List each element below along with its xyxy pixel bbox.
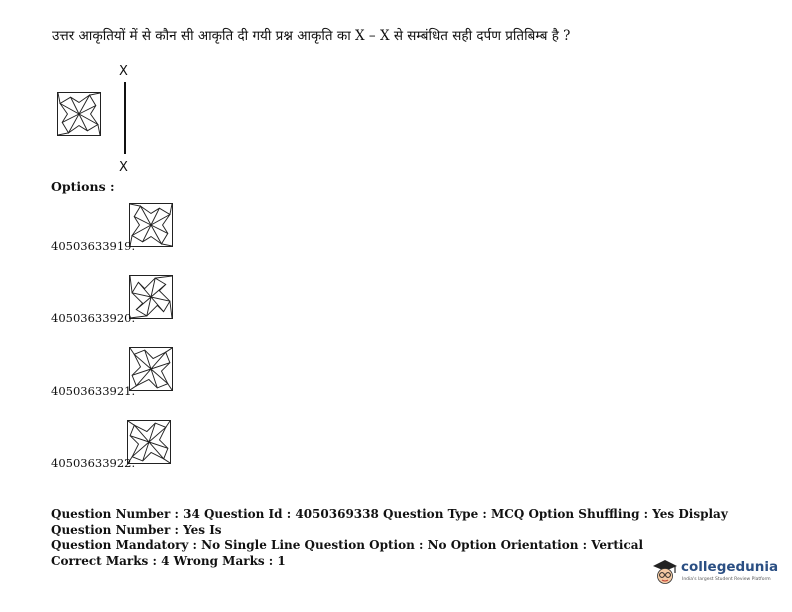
student-mascot-icon [651, 557, 679, 587]
metadata-line-2: Question Mandatory : No Single Line Question Option : No Option Orientation : Vertical [51, 538, 644, 552]
mirror-label-top: X [119, 64, 128, 79]
mirror-label-bottom: X [119, 160, 128, 175]
option-2-pattern [130, 276, 172, 318]
option-3-id: 40503633921. [51, 384, 136, 398]
logo-text: collegedunia [681, 559, 779, 575]
mirror-line [124, 82, 126, 154]
question-metadata [51, 507, 751, 569]
option-1-figure[interactable] [129, 203, 173, 247]
option-2-id: 40503633920. [51, 311, 136, 325]
option-3-figure[interactable] [129, 347, 173, 391]
options-label: Options : [51, 179, 115, 194]
metadata-line-3: Correct Marks : 4 Wrong Marks : 1 [51, 553, 286, 568]
logo-tagline: India's largest Student Review Platform [682, 577, 771, 582]
option-1-id: 40503633919. [51, 239, 136, 253]
collegedunia-logo [651, 555, 779, 589]
question-figure-pattern [58, 93, 100, 135]
option-1-pattern [130, 204, 172, 246]
metadata-line-1: Question Number : 34 Question Id : 4050369338 Question Type : MCQ Option Shuffling : Yes Display Question Number : Yes Is [51, 507, 728, 537]
question-figure [57, 92, 101, 136]
option-3-pattern [130, 348, 172, 390]
option-4-id: 40503633922. [51, 456, 136, 470]
question-text: उत्तर आकृतियों में से कौन सी आकृति दी गयी प्रश्न आकृति का X – X से सम्बंधित सही दर्पण प्रतिबिम्ब है ? [52, 28, 571, 44]
option-2-figure[interactable] [129, 275, 173, 319]
